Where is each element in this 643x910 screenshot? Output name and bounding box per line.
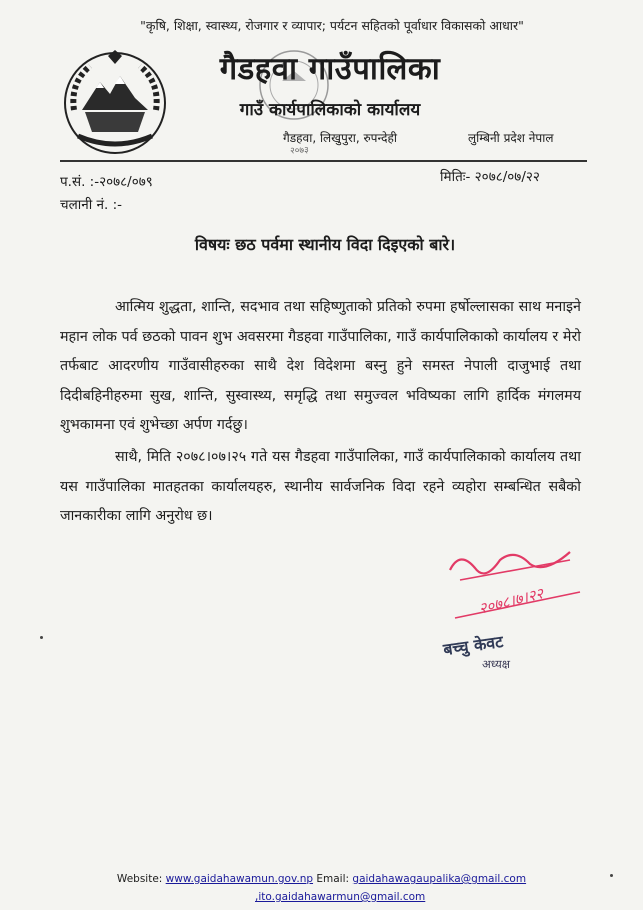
stamp-year: २०७३ xyxy=(289,145,310,157)
subject-line: विषयः छठ पर्वमा स्थानीय विदा दिइएको बारे। xyxy=(194,235,456,254)
header-divider xyxy=(60,160,587,162)
footer-contact xyxy=(0,873,643,885)
reference-number: प.सं. :-२०७८/०७९ xyxy=(60,174,153,190)
signatory-name: बच्चु केवट xyxy=(442,631,505,660)
office-address: गैडहवा, लिखुपुरा, रुपन्देही xyxy=(282,131,398,145)
website-label: Website: xyxy=(116,873,166,885)
office-subtitle: गाउँ कार्यपालिकाको कार्यालय xyxy=(239,100,421,120)
letter-date: मितिः- २०७८/०७/२२ xyxy=(440,169,540,185)
province-label: लुम्बिनी प्रदेश नेपाल xyxy=(468,131,554,145)
scan-speck xyxy=(40,636,43,639)
signature-date: २०७८।७।२२ xyxy=(476,584,546,618)
footer-email-secondary xyxy=(255,891,425,903)
office-name: गैडहवा गाउँपालिका xyxy=(219,51,441,87)
nepal-emblem-icon xyxy=(60,48,170,158)
handwritten-signature xyxy=(420,530,590,640)
body-paragraph-1: आत्मिय शुद्धता, शान्ति, सदभाव तथा सहिष्णुताको प्रतिको रुपमा हर्षोल्लासका साथ मनाइने महान लोक पर्व छठको पावन शुभ अवसरमा गैडहवा गाउँपालिका, गाउँ कार्यपालिकाको कार्यालय र मेरो तर्फबाट आदरणीय गाउँवासीहरुका साथै देश विदेशमा बस्नु हुने समस्त नेपाली दाजुभाई तथा दिदीबहिनीहरुमा सुख, शान्ति, सुस्वास्थ्य, समृद्धि तथा समुज्वल भविष्यका लागि हार्दिक मंगलमय शुभकामना एवं शुभेच्छा अर्पण गर्दछु। xyxy=(60,299,581,433)
website-link[interactable]: www.gaidahawamun.gov.np xyxy=(165,873,314,885)
body-paragraph-2: साथै, मिति २०७८।०७।२५ गते यस गैडहवा गाउँपालिका, गाउँ कार्यपालिकाको कार्यालय तथा यस गाउँपालिका मातहतका कार्यालयहरु, स्थानीय सार्वजनिक विदा रहने व्यहोरा सम्बन्धित सबैको जानकारीका लागि अनुरोध छ। xyxy=(60,449,581,524)
email-label: Email: xyxy=(313,873,353,885)
email-link-secondary[interactable]: ,ito.gaidahawarmun@gmail.com xyxy=(255,891,426,903)
dispatch-number: चलानी नं. :- xyxy=(60,197,122,213)
email-link-primary[interactable]: gaidahawagaupalika@gmail.com xyxy=(352,873,527,885)
signatory-title: अध्यक्ष xyxy=(482,657,511,671)
motto: "कृषि, शिक्षा, स्वास्थ्य, रोजगार र व्यापार; पर्यटन सहितको पूर्वाधार विकासको आधार" xyxy=(140,18,524,33)
